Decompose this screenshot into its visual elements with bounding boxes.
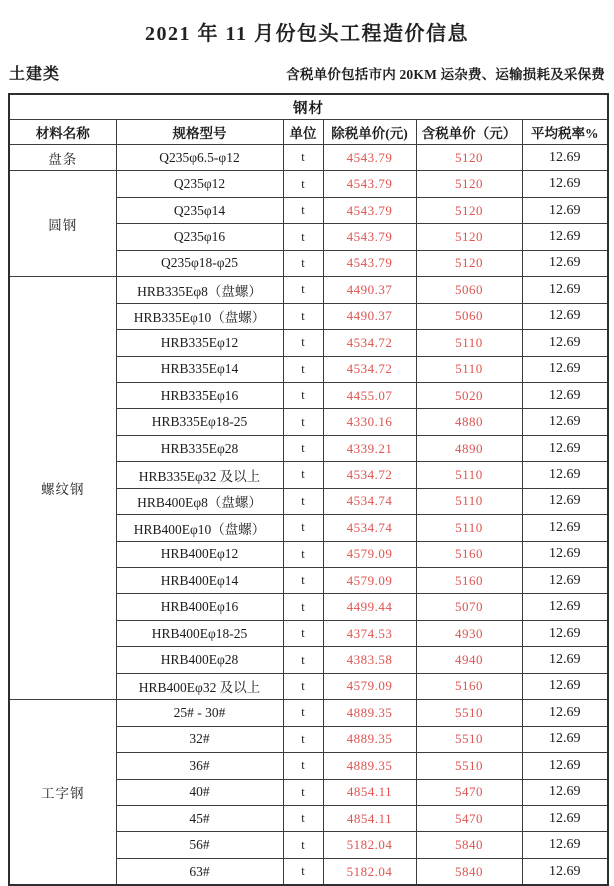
spec-cell: Q235φ16	[116, 224, 283, 250]
unit-cell: t	[283, 145, 323, 171]
spec-cell: HRB335Eφ32 及以上	[116, 462, 283, 488]
price-ex-tax-cell: 4579.09	[323, 673, 416, 699]
tax-rate-cell: 12.69	[522, 382, 608, 408]
price-inc-tax-cell: 5070	[416, 594, 522, 620]
unit-cell: t	[283, 330, 323, 356]
tax-rate-cell: 12.69	[522, 700, 608, 726]
unit-cell: t	[283, 541, 323, 567]
table-row	[9, 145, 608, 171]
unit-cell: t	[283, 409, 323, 435]
table-row	[9, 171, 608, 197]
price-ex-tax-cell: 4543.79	[323, 145, 416, 171]
tax-rate-cell: 12.69	[522, 462, 608, 488]
tax-rate-cell: 12.69	[522, 673, 608, 699]
spec-cell: 40#	[116, 779, 283, 805]
tax-rate-cell: 12.69	[522, 330, 608, 356]
price-ex-tax-cell: 5182.04	[323, 858, 416, 885]
price-inc-tax-cell: 5510	[416, 700, 522, 726]
price-ex-tax-cell: 4499.44	[323, 594, 416, 620]
price-ex-tax-cell: 4490.37	[323, 277, 416, 303]
unit-cell: t	[283, 171, 323, 197]
spec-cell: HRB400Eφ18-25	[116, 620, 283, 646]
spec-cell: 63#	[116, 858, 283, 885]
tax-rate-cell: 12.69	[522, 753, 608, 779]
spec-cell: 25# - 30#	[116, 700, 283, 726]
tax-rate-cell: 12.69	[522, 145, 608, 171]
spec-cell: HRB400Eφ16	[116, 594, 283, 620]
unit-cell: t	[283, 303, 323, 329]
price-ex-tax-cell: 4534.72	[323, 330, 416, 356]
price-inc-tax-cell: 5110	[416, 515, 522, 541]
table-header-row	[9, 120, 608, 145]
unit-cell: t	[283, 620, 323, 646]
price-ex-tax-cell: 4889.35	[323, 700, 416, 726]
unit-cell: t	[283, 435, 323, 461]
steel-table-body	[9, 145, 608, 886]
price-ex-tax-cell: 4579.09	[323, 568, 416, 594]
tax-rate-cell: 12.69	[522, 303, 608, 329]
tax-rate-cell: 12.69	[522, 197, 608, 223]
unit-cell: t	[283, 858, 323, 885]
spec-cell: HRB400Eφ10（盘螺）	[116, 515, 283, 541]
tax-rate-cell: 12.69	[522, 620, 608, 646]
unit-cell: t	[283, 382, 323, 408]
spec-cell: HRB335Eφ16	[116, 382, 283, 408]
tax-rate-cell: 12.69	[522, 568, 608, 594]
price-ex-tax-cell: 4854.11	[323, 779, 416, 805]
page-title: 2021 年 11 月份包头工程造价信息	[145, 23, 469, 45]
spec-cell: HRB400Eφ8（盘螺）	[116, 488, 283, 514]
tax-rate-cell: 12.69	[522, 805, 608, 831]
price-ex-tax-cell: 4543.79	[323, 197, 416, 223]
spec-cell: 56#	[116, 832, 283, 858]
table-section-title-row	[9, 94, 608, 120]
tax-inclusion-note: 含税单价包括市内 20KM 运杂费、运输损耗及采保费	[286, 67, 605, 82]
material-cell: 圆钢	[9, 171, 116, 277]
spec-cell: Q235φ14	[116, 197, 283, 223]
unit-cell: t	[283, 594, 323, 620]
price-ex-tax-cell: 4543.79	[323, 224, 416, 250]
price-inc-tax-cell: 5120	[416, 250, 522, 276]
spec-cell: 45#	[116, 805, 283, 831]
unit-cell: t	[283, 700, 323, 726]
column-header-price-inc-tax: 含税单价（元）	[416, 120, 522, 145]
section-title: 钢材	[9, 94, 608, 120]
material-cell: 螺纹钢	[9, 277, 116, 700]
price-ex-tax-cell: 4543.79	[323, 250, 416, 276]
tax-rate-cell: 12.69	[522, 832, 608, 858]
spec-cell: HRB335Eφ10（盘螺）	[116, 303, 283, 329]
spec-cell: Q235φ6.5-φ12	[116, 145, 283, 171]
price-inc-tax-cell: 5470	[416, 805, 522, 831]
spec-cell: HRB400Eφ12	[116, 541, 283, 567]
spec-cell: HRB335Eφ12	[116, 330, 283, 356]
tax-rate-cell: 12.69	[522, 647, 608, 673]
unit-cell: t	[283, 753, 323, 779]
price-inc-tax-cell: 5110	[416, 356, 522, 382]
tax-rate-cell: 12.69	[522, 224, 608, 250]
material-cell: 工字钢	[9, 700, 116, 886]
price-inc-tax-cell: 4880	[416, 409, 522, 435]
spec-cell: Q235φ18-φ25	[116, 250, 283, 276]
price-inc-tax-cell: 4930	[416, 620, 522, 646]
tax-rate-cell: 12.69	[522, 779, 608, 805]
price-ex-tax-cell: 4534.74	[323, 488, 416, 514]
price-ex-tax-cell: 4543.79	[323, 171, 416, 197]
price-ex-tax-cell: 4534.72	[323, 356, 416, 382]
unit-cell: t	[283, 805, 323, 831]
unit-cell: t	[283, 726, 323, 752]
price-ex-tax-cell: 4534.72	[323, 462, 416, 488]
table-row	[9, 277, 608, 303]
tax-rate-cell: 12.69	[522, 435, 608, 461]
unit-cell: t	[283, 197, 323, 223]
price-inc-tax-cell: 5120	[416, 197, 522, 223]
tax-rate-cell: 12.69	[522, 541, 608, 567]
unit-cell: t	[283, 673, 323, 699]
tax-rate-cell: 12.69	[522, 488, 608, 514]
price-inc-tax-cell: 5510	[416, 726, 522, 752]
unit-cell: t	[283, 488, 323, 514]
spec-cell: HRB400Eφ28	[116, 647, 283, 673]
spec-cell: HRB400Eφ14	[116, 568, 283, 594]
steel-price-table	[8, 93, 609, 886]
price-ex-tax-cell: 4889.35	[323, 753, 416, 779]
unit-cell: t	[283, 779, 323, 805]
price-inc-tax-cell: 5060	[416, 277, 522, 303]
tax-rate-cell: 12.69	[522, 515, 608, 541]
price-ex-tax-cell: 4330.16	[323, 409, 416, 435]
price-ex-tax-cell: 4579.09	[323, 541, 416, 567]
spec-cell: HRB335Eφ28	[116, 435, 283, 461]
price-inc-tax-cell: 5060	[416, 303, 522, 329]
price-inc-tax-cell: 5120	[416, 171, 522, 197]
price-ex-tax-cell: 4374.53	[323, 620, 416, 646]
unit-cell: t	[283, 224, 323, 250]
tax-rate-cell: 12.69	[522, 726, 608, 752]
column-header-material: 材料名称	[9, 120, 116, 145]
price-inc-tax-cell: 5120	[416, 224, 522, 250]
unit-cell: t	[283, 568, 323, 594]
price-inc-tax-cell: 5160	[416, 673, 522, 699]
price-inc-tax-cell: 5110	[416, 462, 522, 488]
unit-cell: t	[283, 832, 323, 858]
price-inc-tax-cell: 5020	[416, 382, 522, 408]
tax-rate-cell: 12.69	[522, 356, 608, 382]
price-inc-tax-cell: 5840	[416, 858, 522, 885]
table-row	[9, 700, 608, 726]
subheader	[9, 61, 605, 84]
tax-rate-cell: 12.69	[522, 277, 608, 303]
tax-rate-cell: 12.69	[522, 171, 608, 197]
unit-cell: t	[283, 515, 323, 541]
price-inc-tax-cell: 5160	[416, 541, 522, 567]
spec-cell: HRB400Eφ32 及以上	[116, 673, 283, 699]
tax-rate-cell: 12.69	[522, 409, 608, 435]
unit-cell: t	[283, 277, 323, 303]
price-inc-tax-cell: 5110	[416, 488, 522, 514]
material-cell: 盘条	[9, 145, 116, 171]
column-header-price-ex-tax: 除税单价(元)	[323, 120, 416, 145]
category-label: 土建类	[9, 66, 61, 83]
price-ex-tax-cell: 4854.11	[323, 805, 416, 831]
price-inc-tax-cell: 4890	[416, 435, 522, 461]
price-inc-tax-cell: 5470	[416, 779, 522, 805]
column-header-tax-rate: 平均税率%	[522, 120, 608, 145]
price-ex-tax-cell: 4534.74	[323, 515, 416, 541]
spec-cell: Q235φ12	[116, 171, 283, 197]
spec-cell: HRB335Eφ14	[116, 356, 283, 382]
price-inc-tax-cell: 5120	[416, 145, 522, 171]
unit-cell: t	[283, 647, 323, 673]
price-inc-tax-cell: 4940	[416, 647, 522, 673]
unit-cell: t	[283, 250, 323, 276]
price-ex-tax-cell: 4339.21	[323, 435, 416, 461]
spec-cell: HRB335Eφ8（盘螺）	[116, 277, 283, 303]
tax-rate-cell: 12.69	[522, 858, 608, 885]
column-header-spec: 规格型号	[116, 120, 283, 145]
tax-rate-cell: 12.69	[522, 594, 608, 620]
spec-cell: 36#	[116, 753, 283, 779]
tax-rate-cell: 12.69	[522, 250, 608, 276]
price-inc-tax-cell: 5510	[416, 753, 522, 779]
spec-cell: HRB335Eφ18-25	[116, 409, 283, 435]
price-ex-tax-cell: 4455.07	[323, 382, 416, 408]
price-inc-tax-cell: 5110	[416, 330, 522, 356]
column-header-unit: 单位	[283, 120, 323, 145]
unit-cell: t	[283, 462, 323, 488]
price-inc-tax-cell: 5160	[416, 568, 522, 594]
spec-cell: 32#	[116, 726, 283, 752]
price-ex-tax-cell: 4490.37	[323, 303, 416, 329]
price-inc-tax-cell: 5840	[416, 832, 522, 858]
unit-cell: t	[283, 356, 323, 382]
price-ex-tax-cell: 4889.35	[323, 726, 416, 752]
price-ex-tax-cell: 4383.58	[323, 647, 416, 673]
price-ex-tax-cell: 5182.04	[323, 832, 416, 858]
